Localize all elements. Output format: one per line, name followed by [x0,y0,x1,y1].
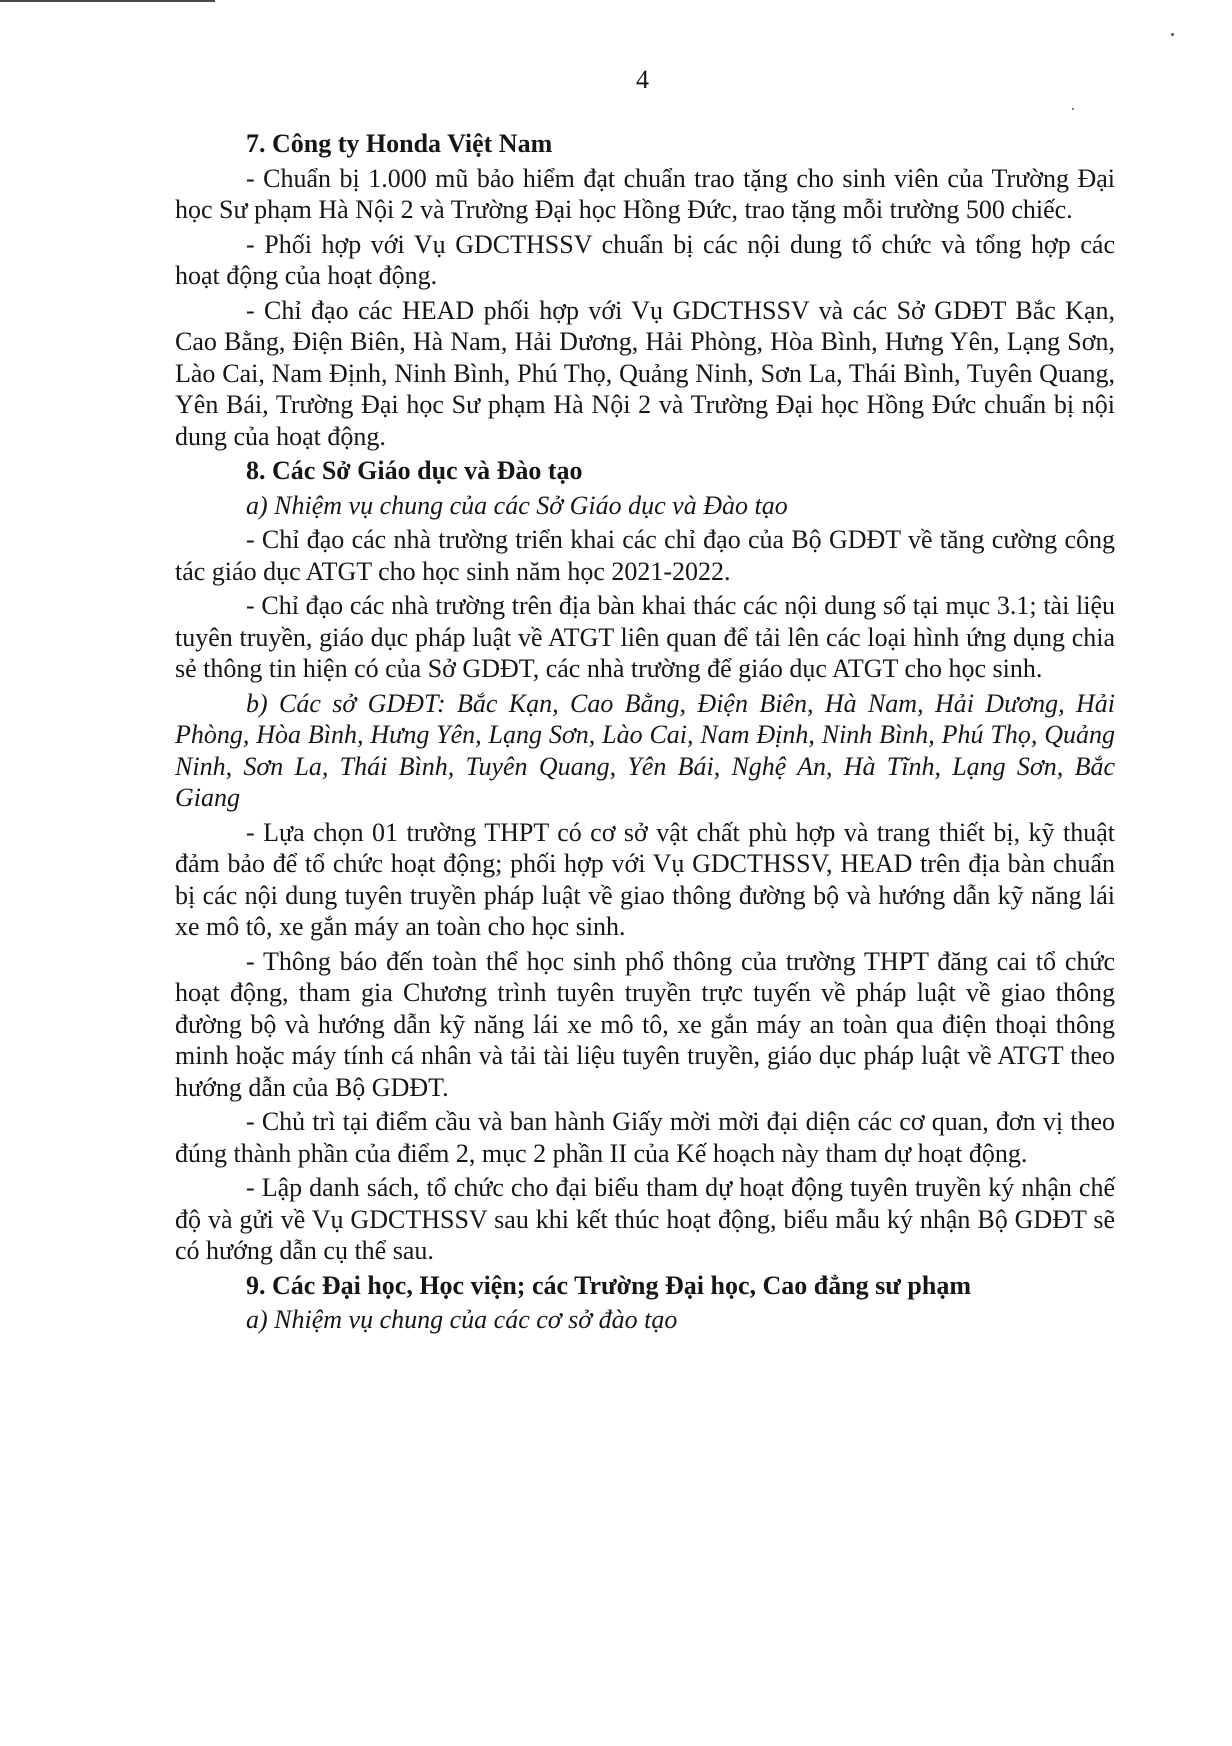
subheading: a) Nhiệm vụ chung của các cơ sở đào tạo [246,1305,678,1334]
paragraph: - Chỉ đạo các nhà trường trên địa bàn khai thác các nội dung số tại mục 3.1; tài liệu tuyên truyền, giáo dục pháp luật về ATGT liên quan để tải lên các loại hình ứng dụng chia sẻ thông tin hiện có của Sở GDĐT, các nhà trường để giáo dục ATGT cho học sinh. [175,591,1115,683]
scan-edge-mark [0,0,215,2]
page-number: 4 [636,65,649,94]
scan-speck [1171,33,1174,36]
paragraph: - Chủ trì tại điểm cầu và ban hành Giấy mời mời đại diện các cơ quan, đơn vị theo đúng thành phần của điểm 2, mục 2 phần II của Kế hoạch này tham dự hoạt động. [175,1107,1115,1168]
subheading: b) Các sở GDĐT: Bắc Kạn, Cao Bằng, Điện Biên, Hà Nam, Hải Dương, Hải Phòng, Hòa Bình, Hưng Yên, Lạng Sơn, Lào Cai, Nam Định, Ninh Bình, Phú Thọ, Quảng Ninh, Sơn La, Thái Bình, Tuyên Quang, Yên Bái, Nghệ An, Hà Tĩnh, Lạng Sơn, Bắc Giang [175,688,1115,812]
document-body [175,128,1115,1339]
subheading: a) Nhiệm vụ chung của các Sở Giáo dục và Đào tạo [246,490,788,520]
section-heading-honda: 7. Công ty Honda Việt Nam [246,129,553,158]
section-heading-departments: 8. Các Sở Giáo dục và Đào tạo [246,456,583,485]
section-heading-universities: 9. Các Đại học, Học viện; các Trường Đại học, Cao đẳng sư phạm [246,1270,971,1300]
paragraph: - Phối hợp với Vụ GDCTHSSV chuẩn bị các nội dung tổ chức và tổng hợp các hoạt động của hoạt động. [175,229,1115,290]
paragraph: - Chỉ đạo các HEAD phối hợp với Vụ GDCTHSSV và các Sở GDĐT Bắc Kạn, Cao Bằng, Điện Biên, Hà Nam, Hải Dương, Hải Phòng, Hòa Bình, Hưng Yên, Lạng Sơn, Lào Cai, Nam Định, Ninh Bình, Phú Thọ, Quảng Ninh, Sơn La, Thái Bình, Tuyên Quang, Yên Bái, Trường Đại học Sư phạm Hà Nội 2 và Trường Đại học Hồng Đức chuẩn bị nội dung của hoạt động. [175,295,1115,451]
paragraph: - Chỉ đạo các nhà trường triển khai các chỉ đạo của Bộ GDĐT về tăng cường công tác giáo dục ATGT cho học sinh năm học 2021-2022. [175,525,1115,586]
scan-speck [1072,108,1074,110]
paragraph: - Thông báo đến toàn thể học sinh phổ thông của trường THPT đăng cai tổ chức hoạt động, tham gia Chương trình tuyên truyền trực tuyến về pháp luật về giao thông đường bộ và hướng dẫn kỹ năng lái xe mô tô, xe gắn máy an toàn qua điện thoại thông minh hoặc máy tính cá nhân và tải tài liệu tuyên truyền, giáo dục pháp luật về ATGT theo hướng dẫn của Bộ GDĐT. [175,946,1115,1102]
paragraph: - Lựa chọn 01 trường THPT có cơ sở vật chất phù hợp và trang thiết bị, kỹ thuật đảm bảo để tổ chức hoạt động; phối hợp với Vụ GDCTHSSV, HEAD trên địa bàn chuẩn bị các nội dung tuyên truyền pháp luật về giao thông đường bộ và hướng dẫn kỹ năng lái xe mô tô, xe gắn máy an toàn cho học sinh. [175,817,1115,941]
paragraph: - Chuẩn bị 1.000 mũ bảo hiểm đạt chuẩn trao tặng cho sinh viên của Trường Đại học Sư phạm Hà Nội 2 và Trường Đại học Hồng Đức, trao tặng mỗi trường 500 chiếc. [175,163,1115,224]
paragraph: - Lập danh sách, tổ chức cho đại biểu tham dự hoạt động tuyên truyền ký nhận chế độ và gửi về Vụ GDCTHSSV sau khi kết thúc hoạt động, biểu mẫu ký nhận Bộ GDĐT sẽ có hướng dẫn cụ thể sau. [175,1173,1115,1265]
